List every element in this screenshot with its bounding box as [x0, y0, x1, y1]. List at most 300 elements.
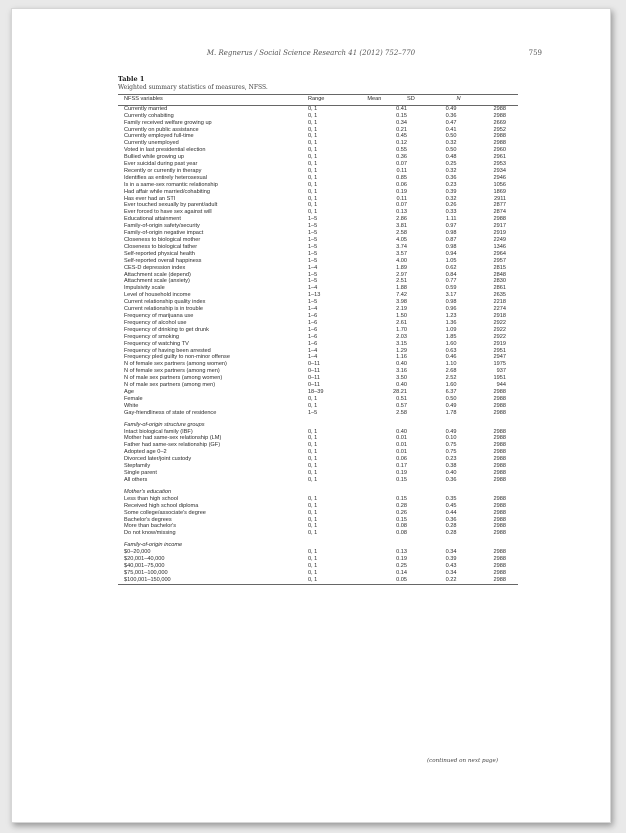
variable-cell: Frequency of drinking to get drunk: [124, 326, 209, 333]
table-row: [118, 470, 518, 477]
range-cell: 0, 1: [307, 154, 318, 161]
sd-cell: 0.32: [445, 167, 457, 174]
variable-cell: Has ever had an STI: [124, 195, 176, 202]
sd-cell: 0.36: [445, 476, 457, 483]
n-cell: 2874: [493, 209, 506, 216]
section-heading-row: [118, 484, 518, 496]
n-cell: 2922: [493, 326, 506, 333]
variable-cell: Voted in last presidential election: [124, 147, 206, 154]
table-row: [118, 175, 518, 182]
page-number: 759: [528, 49, 542, 57]
mean-cell: 0.07: [396, 161, 407, 168]
sd-cell: 0.34: [445, 549, 457, 556]
range-cell: 0, 1: [307, 563, 318, 570]
range-cell: 0, 1: [307, 119, 318, 126]
table-row: [118, 361, 518, 368]
mean-cell: 7.42: [396, 292, 407, 299]
n-cell: 1869: [493, 188, 506, 195]
sd-cell: 0.36: [445, 174, 457, 181]
range-cell: 0, 1: [307, 556, 318, 563]
n-cell: 1346: [493, 243, 506, 250]
n-cell: 2877: [493, 202, 506, 209]
section-heading: Mother's education: [124, 488, 172, 495]
range-cell: 0, 1: [307, 470, 318, 476]
table-row: [118, 237, 518, 244]
table-row: [118, 375, 518, 382]
n-cell: 2964: [493, 250, 506, 257]
n-cell: 2988: [493, 502, 506, 509]
section-heading: Family-of-origin structure groups: [124, 421, 205, 428]
range-cell: 1–5: [307, 278, 318, 285]
n-cell: 2988: [493, 395, 506, 402]
mean-cell: 1.88: [396, 285, 407, 292]
n-cell: 2911: [493, 195, 506, 202]
range-cell: 0, 1: [307, 133, 318, 140]
n-cell: 2988: [493, 516, 506, 523]
range-cell: 0, 1: [307, 463, 318, 470]
variable-cell: White: [124, 402, 139, 409]
n-cell: 2953: [493, 161, 506, 168]
n-cell: 2988: [493, 470, 506, 476]
range-cell: 0, 1: [307, 174, 318, 181]
variable-cell: Family received welfare growing up: [124, 119, 212, 126]
n-cell: 2861: [493, 285, 506, 292]
sd-cell: 0.46: [445, 354, 457, 361]
table-row: [118, 292, 518, 299]
sd-cell: 0.50: [445, 147, 457, 154]
sd-cell: 0.48: [445, 154, 457, 161]
summary-statistics-table: [118, 94, 518, 585]
mean-cell: 0.01: [396, 442, 407, 449]
mean-cell: 2.61: [396, 319, 407, 326]
table-row: [118, 570, 518, 577]
sd-cell: 0.23: [445, 456, 457, 463]
range-cell: 0, 1: [307, 523, 318, 530]
table-row: [118, 306, 518, 313]
variable-cell: Mother had same-sex relationship (LM): [124, 435, 222, 442]
mean-cell: 0.12: [396, 140, 407, 147]
sd-cell: 0.77: [445, 278, 457, 285]
variable-cell: Attachment scale (depend): [124, 271, 191, 278]
variable-cell: Intact biological family (IBF): [124, 428, 193, 435]
sd-cell: 0.94: [445, 250, 457, 257]
table-row: [118, 456, 518, 463]
range-cell: 1–5: [307, 257, 318, 264]
mean-cell: 0.13: [396, 549, 407, 556]
n-cell: 2919: [493, 340, 506, 347]
table-row: [118, 230, 518, 237]
variable-cell: Recently or currently in therapy: [124, 167, 202, 174]
range-cell: 1–6: [307, 326, 318, 333]
n-cell: 2988: [493, 549, 506, 556]
range-cell: 0, 1: [307, 569, 318, 576]
variable-cell: Some college/associate's degree: [124, 509, 206, 516]
sd-cell: 0.10: [445, 435, 457, 442]
n-cell: 2988: [493, 556, 506, 563]
range-cell: 0–11: [307, 382, 320, 389]
table-row: [118, 496, 518, 503]
table-row: [118, 258, 518, 265]
mean-cell: 0.15: [396, 516, 407, 523]
sd-cell: 0.23: [445, 181, 457, 188]
range-cell: 0, 1: [307, 402, 318, 409]
mean-cell: 3.50: [396, 375, 407, 382]
range-cell: 0, 1: [307, 530, 318, 537]
mean-cell: 2.03: [396, 333, 407, 340]
range-cell: 1–6: [307, 340, 318, 347]
mean-cell: 0.06: [396, 181, 407, 188]
mean-cell: 0.14: [396, 569, 407, 576]
range-cell: 1–5: [307, 237, 318, 243]
table-row: [118, 449, 518, 456]
n-cell: 2988: [493, 463, 506, 470]
mean-cell: 1.16: [396, 354, 407, 361]
table-label: Table 1: [118, 75, 145, 83]
variable-cell: N of male sex partners (among men): [124, 382, 216, 389]
mean-cell: 0.19: [396, 556, 407, 563]
variable-cell: $100,001–150,000: [118, 577, 308, 584]
range-cell: 18–39: [307, 388, 324, 395]
column-header-n: N: [456, 95, 518, 106]
variable-cell: Ever touched sexually by parent/adult: [124, 202, 218, 209]
variable-cell: N of male sex partners (among women): [124, 375, 223, 382]
column-header-range: Range: [308, 95, 367, 106]
sd-cell: 0.75: [445, 449, 457, 456]
table-row: [118, 334, 518, 341]
mean-cell: 1.70: [396, 326, 407, 333]
variable-cell: $75,001–100,000: [124, 569, 168, 576]
range-cell: 0, 1: [307, 167, 318, 174]
variable-cell: Currently married: [124, 105, 168, 112]
sd-cell: 1.11: [445, 216, 457, 223]
sd-cell: 0.45: [445, 502, 457, 509]
sd-cell: 0.47: [445, 119, 457, 126]
variable-cell: Currently on public assistance: [124, 126, 199, 133]
range-cell: 1–5: [307, 271, 318, 278]
sd-cell: 0.39: [445, 188, 457, 195]
sd-cell: 0.32: [445, 140, 457, 147]
mean-cell: 0.26: [396, 509, 407, 516]
range-cell: 1–4: [307, 285, 318, 292]
sd-cell: 2.52: [445, 375, 457, 382]
variable-cell: Stepfamily: [124, 463, 151, 470]
variable-cell: Bullied while growing up: [124, 154, 185, 161]
mean-cell: 3.98: [396, 299, 407, 306]
mean-cell: 1.29: [396, 347, 407, 354]
variable-cell: $40,001–75,000: [124, 563, 165, 570]
range-cell: 1–6: [307, 319, 318, 326]
mean-cell: 0.11: [396, 195, 407, 202]
n-cell: 2988: [493, 476, 506, 483]
range-cell: 1–4: [307, 306, 318, 313]
mean-cell: 3.81: [396, 223, 407, 230]
table-row: [118, 147, 518, 154]
n-cell: 2960: [493, 147, 506, 154]
section-heading-row: [118, 417, 518, 429]
mean-cell: 0.51: [396, 395, 407, 402]
n-cell: 2988: [493, 569, 506, 576]
sd-cell: 0.49: [445, 428, 457, 435]
n-cell: 2988: [493, 105, 506, 112]
mean-cell: 0.19: [396, 470, 407, 476]
mean-cell: 2.19: [396, 306, 407, 313]
range-cell: 0–11: [307, 368, 320, 375]
sd-cell: 6.37: [445, 388, 457, 395]
range-cell: 1–4: [307, 264, 318, 271]
sd-cell: 0.38: [445, 463, 457, 470]
mean-cell: 0.85: [396, 174, 407, 181]
variable-cell: $20,001–40,000: [124, 556, 165, 563]
range-cell: 0, 1: [307, 435, 318, 442]
table-row: [118, 265, 518, 272]
continued-note: (continued on next page): [426, 758, 498, 764]
range-cell: 1–5: [307, 223, 318, 230]
sd-cell: 0.84: [445, 271, 457, 278]
sd-cell: 0.41: [445, 126, 457, 133]
mean-cell: 0.13: [396, 209, 407, 216]
table-row: [118, 396, 518, 403]
table-row: [118, 463, 518, 470]
variable-cell: N of female sex partners (among women): [124, 361, 227, 368]
sd-cell: 1.36: [445, 319, 457, 326]
n-cell: 2957: [493, 257, 506, 264]
n-cell: 2988: [493, 563, 506, 570]
n-cell: 2922: [493, 333, 506, 340]
sd-cell: 0.49: [445, 105, 457, 112]
variable-cell: Frequency of alcohol use: [124, 319, 187, 326]
variable-cell: Had affair while married/cohabiting: [124, 188, 211, 195]
table-row: [118, 272, 518, 279]
range-cell: 1–6: [307, 312, 318, 319]
table-row: [118, 154, 518, 161]
table-row: [118, 556, 518, 563]
table-body: [118, 105, 518, 584]
sd-cell: 0.39: [445, 556, 457, 563]
sd-cell: 0.87: [445, 237, 457, 243]
variable-cell: Age: [124, 388, 134, 395]
table-row: [118, 105, 518, 112]
sd-cell: 0.75: [445, 442, 457, 449]
range-cell: 1–5: [307, 216, 318, 223]
sd-cell: 0.44: [445, 509, 457, 516]
sd-cell: 0.33: [445, 209, 457, 216]
range-cell: 1–5: [307, 409, 318, 416]
table-header: [118, 95, 518, 106]
variable-cell: Gay-friendliness of state of residence: [124, 409, 217, 416]
n-cell: 2988: [493, 216, 506, 223]
sd-cell: 0.34: [445, 569, 457, 576]
n-cell: 2946: [493, 174, 506, 181]
range-cell: 1–5: [307, 243, 318, 250]
table-row: [118, 477, 518, 484]
range-cell: 0–11: [307, 361, 320, 368]
variable-cell: Self-reported overall happiness: [124, 257, 202, 264]
sd-cell: 0.32: [445, 195, 457, 202]
table-row: [118, 182, 518, 189]
variable-cell: Bachelor's degrees: [124, 516, 172, 523]
variable-cell: Frequency of smoking: [124, 333, 180, 340]
range-cell: 0, 1: [307, 502, 318, 509]
sd-cell: 0.50: [445, 395, 457, 402]
n-cell: 2988: [493, 523, 506, 530]
range-cell: 0, 1: [307, 202, 318, 209]
table-row: [118, 368, 518, 375]
n-cell: 2988: [493, 388, 506, 395]
n-cell: 2988: [493, 409, 506, 416]
mean-cell: 0.01: [396, 449, 407, 456]
mean-cell: 0.11: [396, 167, 407, 174]
variable-cell: All others: [124, 476, 148, 483]
table-row: [118, 389, 518, 396]
n-cell: 2988: [493, 140, 506, 147]
header-row: [118, 95, 518, 106]
n-cell: 2988: [493, 133, 506, 140]
table-row: [118, 523, 518, 530]
range-cell: 0–11: [307, 375, 320, 382]
table-row: [118, 549, 518, 556]
sd-cell: 0.96: [445, 306, 457, 313]
table-row: [118, 410, 518, 417]
mean-cell: 0.41: [396, 105, 407, 112]
sd-cell: 1.78: [445, 409, 457, 416]
range-cell: 1–6: [307, 333, 318, 340]
mean-cell: 3.16: [396, 368, 407, 375]
n-cell: 2988: [493, 435, 506, 442]
mean-cell: 0.21: [396, 126, 407, 133]
n-cell: 2669: [493, 119, 506, 126]
n-cell: 2815: [493, 264, 506, 271]
table-row: [118, 510, 518, 517]
n-cell: 2988: [493, 428, 506, 435]
sd-cell: 0.43: [445, 563, 457, 570]
variable-cell: Ever suicidal during past year: [124, 161, 198, 168]
variable-cell: Is in a same-sex romantic relationship: [124, 181, 218, 188]
n-cell: 2988: [493, 456, 506, 463]
table-row: [118, 216, 518, 223]
range-cell: 0, 1: [308, 577, 367, 584]
mean-cell: 0.40: [396, 361, 407, 368]
mean-cell: 0.01: [396, 435, 407, 442]
variable-cell: Divorced later/joint custody: [124, 456, 192, 463]
mean-cell: 0.34: [396, 119, 407, 126]
mean-cell: 0.55: [396, 147, 407, 154]
range-cell: 0, 1: [307, 549, 318, 556]
variable-cell: N of female sex partners (among men): [124, 368, 220, 375]
variable-cell: Currently employed full-time: [124, 133, 194, 140]
mean-cell: 0.36: [396, 154, 407, 161]
variable-cell: Ever forced to have sex against will: [124, 209, 212, 216]
table-caption: Weighted summary statistics of measures, NFSS.: [118, 84, 268, 91]
n-cell: 2947: [493, 354, 506, 361]
mean-cell: 0.08: [396, 530, 407, 537]
variable-cell: Frequency of marijuana use: [124, 312, 194, 319]
table-row: [118, 341, 518, 348]
n-cell: 2988: [493, 509, 506, 516]
table-row: [118, 285, 518, 292]
variable-cell: Identifies as entirely heterosexual: [124, 174, 208, 181]
sd-cell: 0.59: [445, 285, 457, 292]
range-cell: 0, 1: [307, 442, 318, 449]
range-cell: 0, 1: [307, 509, 318, 516]
sd-cell: 0.63: [445, 347, 457, 354]
variable-cell: Family-of-origin negative impact: [124, 230, 204, 237]
table-row: [118, 168, 518, 175]
mean-cell: 2.58: [396, 230, 407, 237]
sd-cell: 0.62: [445, 264, 457, 271]
sd-cell: 2.68: [445, 368, 457, 375]
n-cell: 2830: [493, 278, 506, 285]
range-cell: 0, 1: [307, 456, 318, 463]
range-cell: 0, 1: [307, 395, 318, 402]
mean-cell: 4.00: [396, 257, 407, 264]
table-row: [118, 202, 518, 209]
n-cell: 2922: [493, 319, 506, 326]
table-row: [118, 313, 518, 320]
mean-cell: 3.57: [396, 250, 407, 257]
variable-cell: Adopted age 0–2: [124, 449, 167, 456]
variable-cell: Closeness to biological father: [124, 243, 198, 250]
range-cell: 0, 1: [307, 105, 318, 112]
sd-cell: 1.85: [445, 333, 457, 340]
column-header-variables: NFSS variables: [118, 95, 308, 106]
table-row: [118, 563, 518, 570]
table-row: [118, 327, 518, 334]
mean-cell: 0.28: [396, 502, 407, 509]
n-cell: 2988: [493, 112, 506, 119]
sd-cell: 0.22: [407, 577, 456, 584]
n-cell: 2919: [493, 230, 506, 237]
variable-cell: Father had same-sex relationship (GF): [124, 442, 221, 449]
variable-cell: Self-reported physical health: [124, 250, 195, 257]
range-cell: 0, 1: [307, 126, 318, 133]
table-row: [118, 429, 518, 436]
n-cell: 2918: [493, 312, 506, 319]
variable-cell: More than bachelor's: [124, 523, 177, 530]
mean-cell: 0.08: [396, 523, 407, 530]
table-row: [118, 127, 518, 134]
sd-cell: 0.36: [445, 516, 457, 523]
range-cell: 1–5: [307, 250, 318, 257]
mean-cell: 0.57: [396, 402, 407, 409]
mean-cell: 2.97: [396, 271, 407, 278]
mean-cell: 2.51: [396, 278, 407, 285]
sd-cell: 0.35: [445, 495, 457, 502]
sd-cell: 0.28: [445, 523, 457, 530]
mean-cell: 0.45: [396, 133, 407, 140]
table-row: [118, 278, 518, 285]
mean-cell: 2.58: [396, 409, 407, 416]
sd-cell: 0.49: [445, 402, 457, 409]
range-cell: 0, 1: [307, 209, 318, 216]
range-cell: 0, 1: [307, 449, 318, 456]
variable-cell: Received high school diploma: [124, 502, 199, 509]
variable-cell: Frequency of having been arrested: [124, 347, 211, 354]
column-header-mean: Mean: [367, 95, 407, 106]
table-row: [118, 189, 518, 196]
mean-cell: 1.89: [396, 264, 407, 271]
mean-cell: 0.15: [396, 495, 407, 502]
sd-cell: 1.10: [445, 361, 457, 368]
range-cell: 1–13: [307, 292, 321, 299]
table-row: [118, 435, 518, 442]
document-page: [11, 8, 611, 823]
mean-cell: 0.19: [396, 188, 407, 195]
variable-cell: CES-D depression index: [124, 264, 186, 271]
range-cell: 0, 1: [307, 140, 318, 147]
sd-cell: 1.23: [445, 312, 457, 319]
variable-cell: $0–20,000: [124, 549, 151, 556]
variable-cell: Level of household income: [124, 292, 191, 299]
